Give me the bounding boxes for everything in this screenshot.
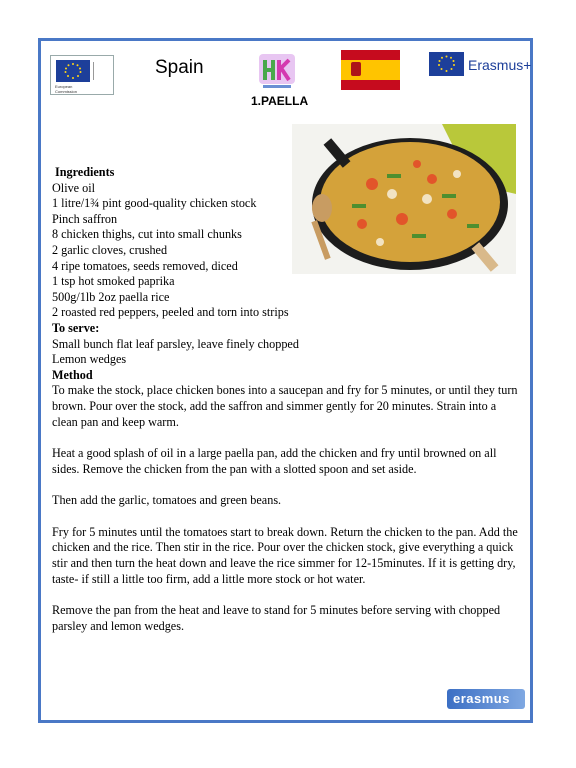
country-title: Spain: [155, 57, 204, 78]
erasmus-plus-logo: [429, 52, 532, 78]
to-serve-heading: To serve:: [52, 320, 100, 335]
serve-item: Small bunch flat leaf parsley, leave finely chopped: [52, 336, 299, 351]
european-commission-logo: [50, 55, 114, 95]
ingredient-item: Olive oil: [52, 180, 95, 195]
eu-flag-icon: [56, 60, 90, 82]
ingredient-item: 4 ripe tomatoes, seeds removed, diced: [52, 258, 238, 273]
spain-flag-icon: [341, 50, 400, 90]
ingredient-item: 2 garlic cloves, crushed: [52, 242, 168, 257]
ingredient-item: 2 roasted red peppers, peeled and torn into strips: [52, 305, 289, 320]
method-paragraph: Remove the pan from the heat and leave to stand for 5 minutes before serving with chopped parsley and lemon wedges.: [52, 603, 501, 633]
method-paragraph: To make the stock, place chicken bones into a saucepan and fry for 5 minutes, or until they turn brown. Pour over the stock, add the saffron and simmer gently for 20 minutes. Strain into a clean pan and keep warm.: [52, 383, 518, 429]
method-heading: Method: [52, 367, 93, 382]
eu-flag-icon: [429, 52, 464, 76]
erasmus-footer-logo: [447, 689, 525, 709]
erasmus-footer-label: erasmus: [453, 691, 510, 706]
recipe-title: 1.PAELLA: [251, 94, 309, 108]
method-paragraph: Then add the garlic, tomatoes and green beans.: [52, 493, 282, 508]
serve-item: Lemon wedges: [52, 352, 127, 367]
ingredient-item: 500g/1lb 2oz paella rice: [52, 289, 170, 304]
method-paragraph: Fry for 5 minutes until the tomatoes start to break down. Return the chicken to the pan. Add the chicken and the rice. Then stir in the rice. Pour over the chicken stock, give everything a quick stir and then turn the heat down and leave the rice simmer for 12-15minutes. If it is getting dry, taste- if still a little too firm, add a little more stock or hot water.: [52, 524, 518, 586]
ingredient-item: 1 tsp hot smoked paprika: [52, 274, 175, 289]
ingredient-item: 8 chicken thighs, cut into small chunks: [52, 227, 242, 242]
erasmus-plus-label: Erasmus+: [468, 57, 532, 73]
project-logo: [257, 52, 297, 92]
ingredient-item: 1 litre/1¾ pint good-quality chicken stock: [52, 196, 257, 211]
ingredient-item: Pinch saffron: [52, 211, 118, 226]
recipe-body: [52, 165, 522, 634]
ingredients-heading: Ingredients: [55, 165, 115, 179]
eu-logo-label: Commission: [55, 89, 78, 94]
eu-logo-label: European: [55, 84, 73, 89]
method-paragraph: Heat a good splash of oil in a large paella pan, add the chicken and fry until browned on all sides. Remove the chicken from the pan with a slotted spoon and set aside.: [52, 446, 497, 476]
logo-divider: [93, 62, 112, 80]
